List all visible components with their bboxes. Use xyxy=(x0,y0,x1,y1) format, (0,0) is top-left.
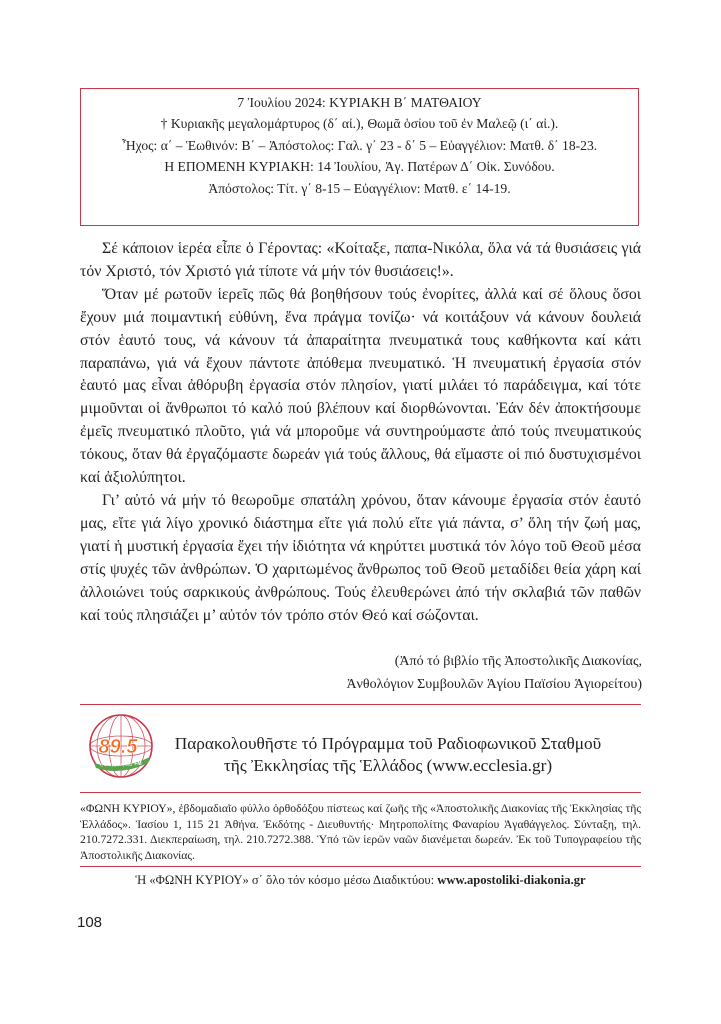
calendar-date-heading: 7 Ἰουλίου 2024: ΚΥΡΙΑΚΗ Β΄ ΜΑΤΘΑΙΟΥ xyxy=(237,95,482,110)
calendar-feast-line: † Κυριακῆς μεγαλομάρτυρος (δ΄ αἰ.), Θωμᾶ ὁσίου τοῦ ἐν Μαλεῷ (ι΄ αἰ.). xyxy=(160,116,559,132)
radio-promo xyxy=(168,733,608,777)
article-source xyxy=(346,651,642,696)
internet-url[interactable]: www.apostoliki-diakonia.gr xyxy=(437,873,586,887)
masthead: «ΦΩΝΗ ΚΥΡΙΟΥ», ἑβδομαδιαῖο φύλλο ὀρθοδόξου πίστεως καί ζωῆς τῆς «Ἀποστολικῆς Διακονίας τῆς Ἐκκλησίας τῆς Ἑλλάδος». Ἰασίου 1, 115 21 Ἀθήνα. Ἐκδότης - Διευθυντής· Μητροπολίτης Φαναρίου Ἀγαθάγγελος. Σύνταξη, τηλ. 210.7272.331. Διεκπεραίωση, τηλ. 210.7272.388. Ὑπό τῶν ἱερῶν ναῶν διανέμεται δωρεάν. Ἐκ τοῦ Τυπογραφείου τῆς Ἀποστολικῆς Διακονίας. xyxy=(80,802,641,862)
article-paragraph: Σέ κάποιον ἱερέα εἶπε ὁ Γέροντας: «Κοίταξε, παπα-Νικόλα, ὅλα νά τά θυσιάσεις γιά τόν Χριστό, τόν Χριστό γιά τίποτε νά μήν τόν θυσιάσεις!». xyxy=(80,240,641,280)
article-paragraph: Γι’ αὐτό νά μήν τό θεωροῦμε σπατάλη χρόνου, ὅταν κάνουμε ἐργασία στόν ἑαυτό μας, εἴτε γιά λίγο χρονικό διάστημα εἴτε γιά πολύ εἴτε γιά πάντα, σ’ ὅλη τήν ζωή μας, γιατί ἡ μυστική ἐργασία ἔχει τήν ἰδιότητα νά κηρύττει μυστικά τόν λόγο τοῦ Θεοῦ μέσα στίς ψυχές τῶν ἀνθρώπων. Ὁ χαριτωμένος ἄνθρωπος τοῦ Θεοῦ μεταδίδει θεία χάρη καί ἀλλοιώνει τούς σαρκικούς ἀνθρώπους. Τούς ἐλευθερώνει ἀπό τήν σκλαβιά τῶν παθῶν καί τούς πλησιάζει μ’ αὐτόν τόν τρόπο στόν Θεό καί σώζονται. xyxy=(80,491,641,624)
calendar-next-readings-line: Ἀπόστολος: Τίτ. γ΄ 8-15 – Εὐαγγέλιον: Ματθ. ε΄ 14-19. xyxy=(208,180,511,196)
calendar-readings-line: Ἦχος: α΄ – Ἑωθινόν: Β΄ – Ἀπόστολος: Γαλ. γ΄ 23 - δ΄ 5 – Εὐαγγέλιον: Ματθ. δ΄ 18-23. xyxy=(121,137,598,153)
article-paragraph: Ὅταν μέ ρωτοῦν ἱερεῖς πῶς θά βοηθήσουν τούς ἐνορίτες, ἀλλά καί σέ ὅλους ὅσοι ἔχουν μιά ποιμαντική εὐθύνη, ἕνα πράγμα τονίζω· νά κοιτάξουν νά κάνουν δουλειά στόν ἑαυτό τους, νά κάνουν τά ἀπαραίτητα πνευματικά τους καθήκοντα καί κάτι παραπάνω, γιά νά ἔχουν πάντοτε ἀπόθεμα πνευματικό. Ἡ πνευματική ἐργασία στόν ἑαυτό μας εἶναι ἀθόρυβη ἐργασία στόν πλησίον, γιατί μιλάει τό παράδειγμα, καί τότε μιμοῦνται οἱ ἄνθρωποι τό καλό πού βλέπουν καί διορθώνονται. Ἐάν δέν ἀποκτήσουμε ἐμεῖς πνευματικό πλοῦτο, γιά νά μποροῦμε νά συντηρούμαστε ἀπό τούς πνευματικούς τόκους, ὅταν θά ἐργαζόμαστε δωρεάν γιά τούς ἄλλους, θά εἴμαστε οἱ πιό δυστυχισμένοι καί ἀξιολύπητοι. xyxy=(80,285,641,487)
logo-fm: FM xyxy=(134,761,142,767)
article-body xyxy=(80,238,641,627)
internet-line xyxy=(80,872,641,888)
radio-logo xyxy=(88,713,154,779)
calendar-next-sunday-line: Η ΕΠΟΜΕΝΗ ΚΥΡΙΑΚΗ: 14 Ἰουλίου, Ἁγ. Πατέρων Δ΄ Οἰκ. Συνόδου. xyxy=(164,159,555,175)
divider-bottom xyxy=(80,866,641,867)
logo-slogan: η άλλη φωνή στα xyxy=(100,762,132,767)
radio-promo-line: τῆς Ἐκκλησίας τῆς Ἑλλάδος (www.ecclesia.gr) xyxy=(223,756,553,775)
source-line: Ἀνθολόγιον Συμβουλῶν Ἁγίου Παϊσίου Ἁγιορείτου) xyxy=(346,676,642,692)
divider-top xyxy=(80,704,641,705)
page-number: 108 xyxy=(77,914,103,931)
calendar-box xyxy=(80,88,639,226)
logo-frequency: 89.5 xyxy=(98,736,138,758)
divider-middle xyxy=(80,792,641,793)
radio-promo-line: Παρακολουθῆστε τό Πρόγραμμα τοῦ Ραδιοφωνικοῦ Σταθμοῦ xyxy=(174,734,602,753)
source-line: (Ἀπό τό βιβλίο τῆς Ἀποστολικῆς Διακονίας, xyxy=(394,654,642,669)
internet-text: Ἡ «ΦΩΝΗ ΚΥΡΙΟΥ» σ΄ ὅλο τόν κόσμο μέσω Διαδικτύου: xyxy=(135,873,438,887)
